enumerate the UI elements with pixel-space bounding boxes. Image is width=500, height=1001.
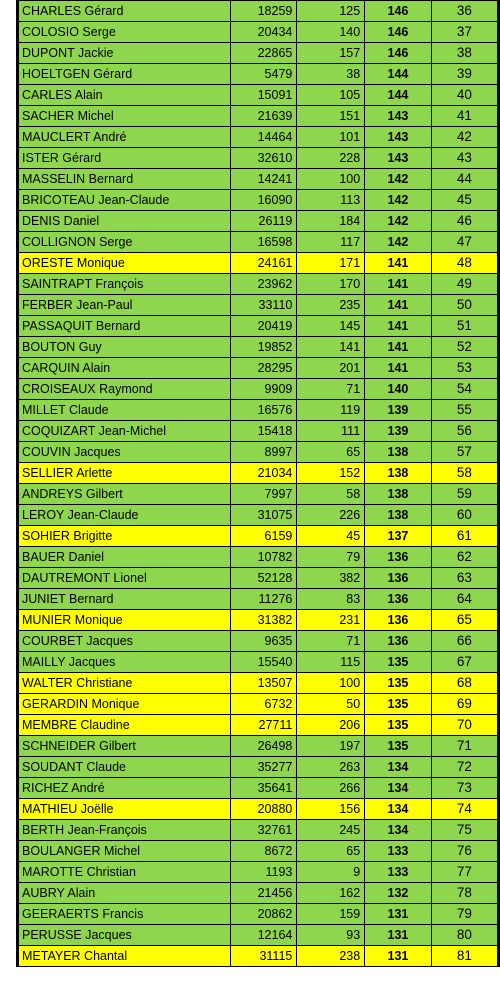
count-cell: 162 — [297, 883, 365, 904]
player-name-cell: COLOSIO Serge — [19, 22, 231, 43]
player-name-cell: RICHEZ André — [19, 778, 231, 799]
count-cell: 117 — [297, 232, 365, 253]
count-cell: 238 — [297, 946, 365, 967]
total-cell: 23962 — [231, 274, 297, 295]
player-name-cell: AUBRY Alain — [19, 883, 231, 904]
player-name-cell: MUNIER Monique — [19, 610, 231, 631]
player-name-cell: MASSELIN Bernard — [19, 169, 231, 190]
table-row — [19, 1, 498, 22]
player-name-cell: BOUTON Guy — [19, 337, 231, 358]
rank-cell: 51 — [431, 316, 497, 337]
total-cell: 12164 — [231, 925, 297, 946]
player-name-cell: MAILLY Jacques — [19, 652, 231, 673]
total-cell: 20419 — [231, 316, 297, 337]
rank-cell: 53 — [431, 358, 497, 379]
table-row — [19, 757, 498, 778]
count-cell: 228 — [297, 148, 365, 169]
table-row — [19, 127, 498, 148]
rank-cell: 60 — [431, 505, 497, 526]
count-cell: 382 — [297, 568, 365, 589]
table-row — [19, 169, 498, 190]
average-cell: 135 — [365, 694, 432, 715]
rank-cell: 64 — [431, 589, 497, 610]
total-cell: 7997 — [231, 484, 297, 505]
rank-cell: 81 — [431, 946, 497, 967]
count-cell: 50 — [297, 694, 365, 715]
rank-cell: 37 — [431, 22, 497, 43]
table-row — [19, 463, 498, 484]
player-name-cell: MILLET Claude — [19, 400, 231, 421]
count-cell: 113 — [297, 190, 365, 211]
average-cell: 139 — [365, 400, 432, 421]
player-name-cell: WALTER Christiane — [19, 673, 231, 694]
rank-cell: 57 — [431, 442, 497, 463]
player-name-cell: FERBER Jean-Paul — [19, 295, 231, 316]
table-row — [19, 925, 498, 946]
table-row — [19, 85, 498, 106]
count-cell: 119 — [297, 400, 365, 421]
total-cell: 18259 — [231, 1, 297, 22]
table-row — [19, 400, 498, 421]
rank-cell: 47 — [431, 232, 497, 253]
player-name-cell: ORESTE Monique — [19, 253, 231, 274]
count-cell: 157 — [297, 43, 365, 64]
count-cell: 58 — [297, 484, 365, 505]
player-name-cell: ANDREYS Gilbert — [19, 484, 231, 505]
rank-cell: 39 — [431, 64, 497, 85]
count-cell: 159 — [297, 904, 365, 925]
total-cell: 20434 — [231, 22, 297, 43]
total-cell: 33110 — [231, 295, 297, 316]
table-row — [19, 736, 498, 757]
average-cell: 139 — [365, 421, 432, 442]
rank-cell: 56 — [431, 421, 497, 442]
total-cell: 14241 — [231, 169, 297, 190]
ranking-sheet — [16, 0, 500, 967]
average-cell: 136 — [365, 547, 432, 568]
table-row — [19, 673, 498, 694]
total-cell: 9909 — [231, 379, 297, 400]
average-cell: 134 — [365, 820, 432, 841]
total-cell: 26498 — [231, 736, 297, 757]
count-cell: 206 — [297, 715, 365, 736]
player-name-cell: LEROY Jean-Claude — [19, 505, 231, 526]
total-cell: 31115 — [231, 946, 297, 967]
player-name-cell: METAYER Chantal — [19, 946, 231, 967]
player-name-cell: CARLES Alain — [19, 85, 231, 106]
table-row — [19, 379, 498, 400]
count-cell: 201 — [297, 358, 365, 379]
average-cell: 141 — [365, 337, 432, 358]
rank-cell: 54 — [431, 379, 497, 400]
player-name-cell: BAUER Daniel — [19, 547, 231, 568]
average-cell: 132 — [365, 883, 432, 904]
player-name-cell: BOULANGER Michel — [19, 841, 231, 862]
count-cell: 45 — [297, 526, 365, 547]
player-name-cell: BRICOTEAU Jean-Claude — [19, 190, 231, 211]
count-cell: 231 — [297, 610, 365, 631]
count-cell: 125 — [297, 1, 365, 22]
average-cell: 142 — [365, 232, 432, 253]
table-row — [19, 778, 498, 799]
player-name-cell: COUVIN Jacques — [19, 442, 231, 463]
count-cell: 65 — [297, 841, 365, 862]
average-cell: 136 — [365, 610, 432, 631]
player-name-cell: COURBET Jacques — [19, 631, 231, 652]
rank-cell: 40 — [431, 85, 497, 106]
rank-cell: 76 — [431, 841, 497, 862]
total-cell: 15540 — [231, 652, 297, 673]
player-name-cell: MEMBRE Claudine — [19, 715, 231, 736]
rank-cell: 38 — [431, 43, 497, 64]
average-cell: 146 — [365, 1, 432, 22]
average-cell: 137 — [365, 526, 432, 547]
average-cell: 138 — [365, 505, 432, 526]
player-name-cell: DENIS Daniel — [19, 211, 231, 232]
rank-cell: 50 — [431, 295, 497, 316]
average-cell: 135 — [365, 715, 432, 736]
table-row — [19, 862, 498, 883]
average-cell: 146 — [365, 43, 432, 64]
count-cell: 100 — [297, 169, 365, 190]
rank-cell: 36 — [431, 1, 497, 22]
player-name-cell: DAUTREMONT Lionel — [19, 568, 231, 589]
average-cell: 141 — [365, 253, 432, 274]
rank-cell: 70 — [431, 715, 497, 736]
total-cell: 6732 — [231, 694, 297, 715]
player-name-cell: JUNIET Bernard — [19, 589, 231, 610]
total-cell: 9635 — [231, 631, 297, 652]
player-name-cell: SOHIER Brigitte — [19, 526, 231, 547]
player-name-cell: HOELTGEN Gérard — [19, 64, 231, 85]
rank-cell: 62 — [431, 547, 497, 568]
count-cell: 71 — [297, 631, 365, 652]
table-row — [19, 22, 498, 43]
player-name-cell: MAROTTE Christian — [19, 862, 231, 883]
rank-cell: 63 — [431, 568, 497, 589]
average-cell: 141 — [365, 316, 432, 337]
count-cell: 151 — [297, 106, 365, 127]
average-cell: 146 — [365, 22, 432, 43]
rank-cell: 67 — [431, 652, 497, 673]
rank-cell: 46 — [431, 211, 497, 232]
table-row — [19, 148, 498, 169]
player-name-cell: ISTER Gérard — [19, 148, 231, 169]
table-row — [19, 631, 498, 652]
average-cell: 131 — [365, 946, 432, 967]
player-name-cell: CHARLES Gérard — [19, 1, 231, 22]
count-cell: 93 — [297, 925, 365, 946]
count-cell: 111 — [297, 421, 365, 442]
total-cell: 35277 — [231, 757, 297, 778]
count-cell: 100 — [297, 673, 365, 694]
count-cell: 38 — [297, 64, 365, 85]
ranking-table — [18, 0, 498, 967]
rank-cell: 52 — [431, 337, 497, 358]
table-row — [19, 694, 498, 715]
average-cell: 143 — [365, 106, 432, 127]
rank-cell: 61 — [431, 526, 497, 547]
total-cell: 21456 — [231, 883, 297, 904]
total-cell: 21034 — [231, 463, 297, 484]
total-cell: 52128 — [231, 568, 297, 589]
average-cell: 135 — [365, 673, 432, 694]
total-cell: 31382 — [231, 610, 297, 631]
average-cell: 131 — [365, 925, 432, 946]
count-cell: 152 — [297, 463, 365, 484]
table-row — [19, 190, 498, 211]
total-cell: 32610 — [231, 148, 297, 169]
player-name-cell: COQUIZART Jean-Michel — [19, 421, 231, 442]
total-cell: 8672 — [231, 841, 297, 862]
table-row — [19, 589, 498, 610]
average-cell: 136 — [365, 631, 432, 652]
rank-cell: 68 — [431, 673, 497, 694]
player-name-cell: CROISEAUX Raymond — [19, 379, 231, 400]
count-cell: 71 — [297, 379, 365, 400]
table-row — [19, 568, 498, 589]
rank-cell: 59 — [431, 484, 497, 505]
rank-cell: 80 — [431, 925, 497, 946]
table-row — [19, 652, 498, 673]
count-cell: 266 — [297, 778, 365, 799]
total-cell: 22865 — [231, 43, 297, 64]
total-cell: 1193 — [231, 862, 297, 883]
rank-cell: 41 — [431, 106, 497, 127]
total-cell: 32761 — [231, 820, 297, 841]
player-name-cell: DUPONT Jackie — [19, 43, 231, 64]
player-name-cell: SACHER Michel — [19, 106, 231, 127]
count-cell: 245 — [297, 820, 365, 841]
table-row — [19, 946, 498, 967]
average-cell: 141 — [365, 358, 432, 379]
average-cell: 131 — [365, 904, 432, 925]
table-row — [19, 43, 498, 64]
average-cell: 133 — [365, 841, 432, 862]
average-cell: 136 — [365, 568, 432, 589]
table-row — [19, 106, 498, 127]
count-cell: 115 — [297, 652, 365, 673]
rank-cell: 74 — [431, 799, 497, 820]
count-cell: 141 — [297, 337, 365, 358]
average-cell: 133 — [365, 862, 432, 883]
ranking-table-body — [19, 1, 498, 967]
total-cell: 27711 — [231, 715, 297, 736]
total-cell: 20862 — [231, 904, 297, 925]
player-name-cell: PERUSSE Jacques — [19, 925, 231, 946]
table-row — [19, 316, 498, 337]
table-row — [19, 841, 498, 862]
average-cell: 138 — [365, 463, 432, 484]
total-cell: 28295 — [231, 358, 297, 379]
rank-cell: 72 — [431, 757, 497, 778]
rank-cell: 65 — [431, 610, 497, 631]
table-row — [19, 526, 498, 547]
rank-cell: 45 — [431, 190, 497, 211]
player-name-cell: GERARDIN Monique — [19, 694, 231, 715]
table-row — [19, 295, 498, 316]
player-name-cell: PASSAQUIT Bernard — [19, 316, 231, 337]
average-cell: 142 — [365, 169, 432, 190]
table-row — [19, 505, 498, 526]
average-cell: 143 — [365, 148, 432, 169]
table-row — [19, 547, 498, 568]
total-cell: 21639 — [231, 106, 297, 127]
total-cell: 35641 — [231, 778, 297, 799]
player-name-cell: SCHNEIDER Gilbert — [19, 736, 231, 757]
average-cell: 144 — [365, 85, 432, 106]
table-row — [19, 442, 498, 463]
total-cell: 5479 — [231, 64, 297, 85]
table-row — [19, 358, 498, 379]
count-cell: 9 — [297, 862, 365, 883]
count-cell: 235 — [297, 295, 365, 316]
total-cell: 6159 — [231, 526, 297, 547]
rank-cell: 48 — [431, 253, 497, 274]
table-row — [19, 421, 498, 442]
count-cell: 170 — [297, 274, 365, 295]
player-name-cell: SAINTRAPT François — [19, 274, 231, 295]
player-name-cell: GEERAERTS Francis — [19, 904, 231, 925]
average-cell: 138 — [365, 442, 432, 463]
average-cell: 141 — [365, 274, 432, 295]
player-name-cell: SOUDANT Claude — [19, 757, 231, 778]
table-row — [19, 715, 498, 736]
player-name-cell: MATHIEU Joëlle — [19, 799, 231, 820]
average-cell: 144 — [365, 64, 432, 85]
total-cell: 16598 — [231, 232, 297, 253]
count-cell: 79 — [297, 547, 365, 568]
average-cell: 136 — [365, 589, 432, 610]
rank-cell: 43 — [431, 148, 497, 169]
average-cell: 134 — [365, 757, 432, 778]
count-cell: 105 — [297, 85, 365, 106]
average-cell: 141 — [365, 295, 432, 316]
rank-cell: 73 — [431, 778, 497, 799]
table-row — [19, 274, 498, 295]
table-row — [19, 484, 498, 505]
player-name-cell: BERTH Jean-François — [19, 820, 231, 841]
total-cell: 16576 — [231, 400, 297, 421]
rank-cell: 42 — [431, 127, 497, 148]
average-cell: 138 — [365, 484, 432, 505]
average-cell: 134 — [365, 799, 432, 820]
player-name-cell: COLLIGNON Serge — [19, 232, 231, 253]
table-row — [19, 610, 498, 631]
count-cell: 140 — [297, 22, 365, 43]
total-cell: 26119 — [231, 211, 297, 232]
rank-cell: 75 — [431, 820, 497, 841]
total-cell: 31075 — [231, 505, 297, 526]
table-row — [19, 883, 498, 904]
count-cell: 156 — [297, 799, 365, 820]
rank-cell: 78 — [431, 883, 497, 904]
count-cell: 83 — [297, 589, 365, 610]
total-cell: 11276 — [231, 589, 297, 610]
average-cell: 134 — [365, 778, 432, 799]
total-cell: 10782 — [231, 547, 297, 568]
count-cell: 101 — [297, 127, 365, 148]
player-name-cell: CARQUIN Alain — [19, 358, 231, 379]
total-cell: 14464 — [231, 127, 297, 148]
count-cell: 226 — [297, 505, 365, 526]
table-row — [19, 820, 498, 841]
total-cell: 15418 — [231, 421, 297, 442]
count-cell: 65 — [297, 442, 365, 463]
average-cell: 143 — [365, 127, 432, 148]
total-cell: 16090 — [231, 190, 297, 211]
count-cell: 263 — [297, 757, 365, 778]
count-cell: 145 — [297, 316, 365, 337]
rank-cell: 44 — [431, 169, 497, 190]
count-cell: 171 — [297, 253, 365, 274]
table-row — [19, 799, 498, 820]
rank-cell: 79 — [431, 904, 497, 925]
total-cell: 24161 — [231, 253, 297, 274]
rank-cell: 58 — [431, 463, 497, 484]
total-cell: 20880 — [231, 799, 297, 820]
table-row — [19, 232, 498, 253]
rank-cell: 77 — [431, 862, 497, 883]
count-cell: 197 — [297, 736, 365, 757]
average-cell: 142 — [365, 190, 432, 211]
rank-cell: 69 — [431, 694, 497, 715]
player-name-cell: MAUCLERT André — [19, 127, 231, 148]
total-cell: 15091 — [231, 85, 297, 106]
average-cell: 135 — [365, 652, 432, 673]
table-row — [19, 904, 498, 925]
rank-cell: 55 — [431, 400, 497, 421]
average-cell: 142 — [365, 211, 432, 232]
table-row — [19, 64, 498, 85]
player-name-cell: SELLIER Arlette — [19, 463, 231, 484]
average-cell: 140 — [365, 379, 432, 400]
total-cell: 19852 — [231, 337, 297, 358]
total-cell: 13507 — [231, 673, 297, 694]
table-row — [19, 337, 498, 358]
table-row — [19, 211, 498, 232]
average-cell: 135 — [365, 736, 432, 757]
table-row — [19, 253, 498, 274]
rank-cell: 49 — [431, 274, 497, 295]
count-cell: 184 — [297, 211, 365, 232]
total-cell: 8997 — [231, 442, 297, 463]
rank-cell: 66 — [431, 631, 497, 652]
rank-cell: 71 — [431, 736, 497, 757]
